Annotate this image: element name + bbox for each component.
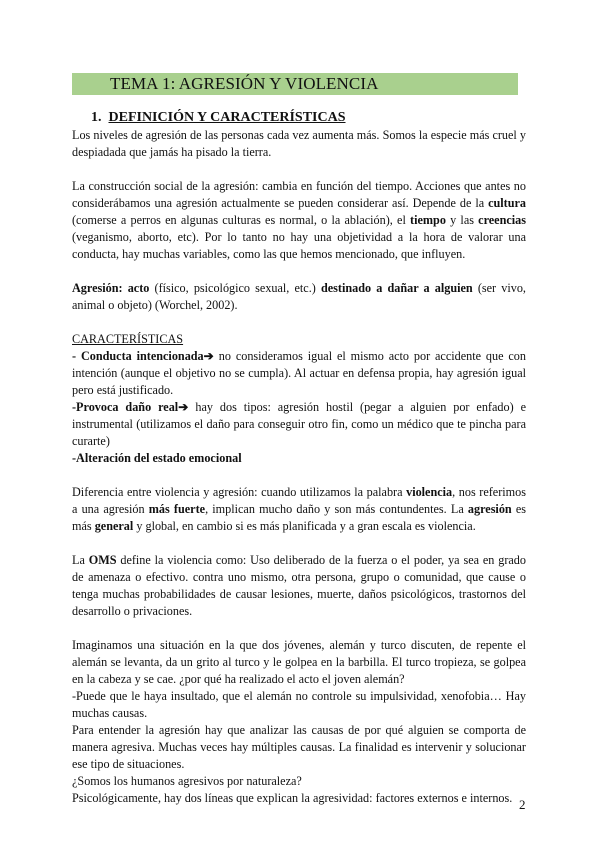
characteristic-1: - Conducta intencionada➔ no consideramos igual el mismo acto por accidente que con intención (aunque el objetivo no se cumpla). Al actuar en defensa propia, hay agresión igual pero está justificado. <box>72 349 526 397</box>
characteristics-heading: CARACTERÍSTICAS <box>72 332 184 346</box>
section-heading <box>91 110 346 126</box>
page-title: TEMA 1: AGRESIÓN Y VIOLENCIA <box>110 74 379 93</box>
term-destinado: destinado a dañar a alguien <box>320 281 473 295</box>
body-text <box>72 127 526 807</box>
arrow-icon: ➔ <box>178 400 189 414</box>
section-number: 1. <box>91 110 102 125</box>
page-number: 2 <box>519 797 526 812</box>
paragraph-causes: -Puede que le haya insultado, que el alemán no controle su impulsividad, xenofobia… Hay muchas causas. <box>72 689 526 720</box>
paragraph-lines: Psicológicamente, hay dos líneas que explican la agresividad: factores externos e internos. <box>72 791 513 805</box>
section-title: DEFINICIÓN Y CARACTERÍSTICAS <box>108 110 346 125</box>
paragraph-analysis: Para entender la agresión hay que analizar las causas de por qué alguien se comporta de manera agresiva. Muchas veces hay múltiples causas. La finalidad es intervenir y solucionar ese tipo de situaciones. <box>72 723 526 771</box>
paragraph-oms: La OMS define la violencia como: Uso deliberado de la fuerza o el poder, ya sea en grado de amenaza o efectivo. contra uno mismo, otra persona, grupo o comunidad, que cause o tenga muchas probabilidades de causar lesiones, muerte, daños psicológicos, trastornos del desarrollo o privaciones. <box>72 553 526 618</box>
paragraph-intro: Los niveles de agresión de las personas cada vez aumenta más. Somos la especie más cruel y despiadada que jamás ha pisado la tierra. <box>72 128 526 159</box>
term-agresion-acto: Agresión: acto <box>72 281 150 295</box>
term-cultura: cultura <box>488 196 526 210</box>
term-oms: OMS <box>88 553 117 567</box>
term-creencias: creencias <box>478 213 526 227</box>
characteristic-2: -Provoca daño real➔ hay dos tipos: agresión hostil (pegar a alguien por enfado) e instrumental (utilizamos el daño para conseguir otro fin, como un médico que te pincha para curarte) <box>72 400 526 448</box>
arrow-icon: ➔ <box>203 349 214 363</box>
characteristic-3: -Alteración del estado emocional <box>72 451 242 465</box>
paragraph-question: ¿Somos los humanos agresivos por naturaleza? <box>72 774 302 788</box>
paragraph-social-construction: La construcción social de la agresión: cambia en función del tiempo. Acciones que antes no considerábamos una agresión actualmente se pueden considerar así. Depende de la cultura (comerse a perros en algunas culturas es normal, o la ablación), el tiempo y las creencias (veganismo, aborto, etc). Por lo tanto no hay una objetividad a la hora de valorar una conducta, hay muchas variables, como las que hemos mencionado, que influyen. <box>72 179 526 261</box>
term-tiempo: tiempo <box>410 213 446 227</box>
paragraph-violence-vs-aggression: Diferencia entre violencia y agresión: cuando utilizamos la palabra violencia, nos referimos a una agresión más fuerte, implican mucho daño y son más contundentes. La agresión es más general y global, en cambio si es más planificada y a gran escala es violencia. <box>72 485 527 533</box>
paragraph-example: Imaginamos una situación en la que dos jóvenes, alemán y turco discuten, de repente el alemán se levanta, da un grito al turco y le golpea en la barbilla. El turco tropieza, se golpea en la cabeza y se cae. ¿por qué ha realizado el acto el joven alemán? <box>72 638 526 686</box>
paragraph-definition: Agresión: acto (físico, psicológico sexual, etc.) destinado a dañar a alguien (ser vivo, animal o objeto) (Worchel, 2002). <box>72 281 526 312</box>
